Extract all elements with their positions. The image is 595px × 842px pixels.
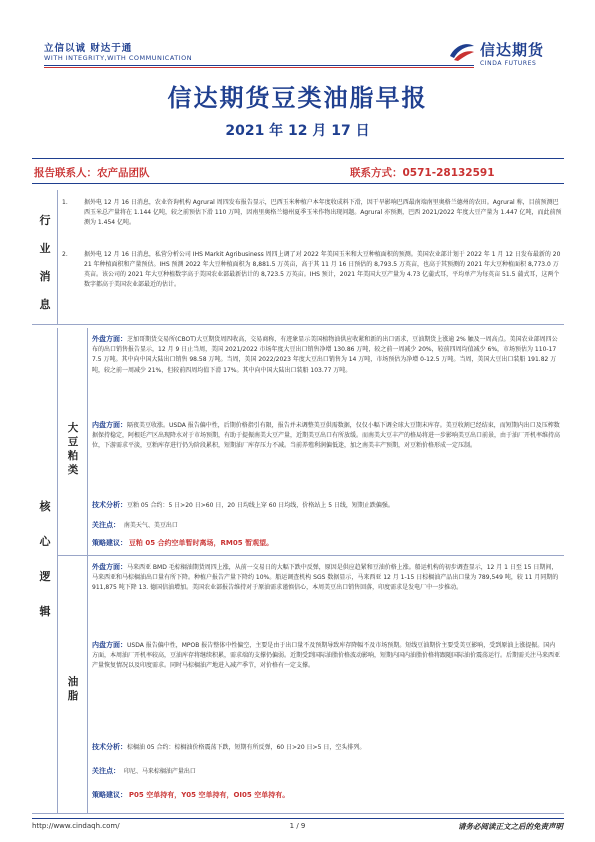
soy-focus-block xyxy=(92,520,560,531)
core-logic-label xyxy=(32,328,58,813)
palm-focus-block xyxy=(92,766,560,777)
soy-tech-text: 豆粕 05 合约：5 日>20 日>60 日，20 日均线上穿 60 日均线，价格站上 5 日线，短期止跌偏强。 xyxy=(127,502,394,509)
label-char: 辑 xyxy=(39,605,51,618)
palm-internal-text: USDA 报告偏中性，MPOB 报告整体中性偏空，主要是由于出口量不及预期导致库存降幅不及市场预期。短线豆油期价主要受美豆影响，受到原油上涨提振。国内方面，本周油厂开机率较高，豆油库存将继续积累，需求端的支撑仍偏弱。近期受到国际油脂价格波动影响，短期内国内油脂价格将跟随国际油价震荡运行。后期需关注马来西亚产量恢复情况以及印度需求。同时马棕榈油产地进入减产季节，对价格有一定支撑。 xyxy=(92,642,561,670)
report-title: 信达期货豆类油脂早报 xyxy=(167,83,428,112)
soy-internal-block xyxy=(92,420,560,452)
soy-strategy-block xyxy=(92,538,560,549)
label-char: 粕 xyxy=(67,450,79,462)
label-char: 油 xyxy=(67,676,79,688)
disclaimer-note: 请务必阅读正文之后的免责声明 xyxy=(458,822,563,831)
logo-text-cn: 信达期货 xyxy=(480,41,545,59)
footer-divider xyxy=(32,818,564,819)
industry-news-section xyxy=(32,190,564,325)
soy-internal-text: 隔夜美豆收涨。USDA 报告偏中性，后期价格指引有限，报告并未调整美豆供需数据，仅仅小幅下调全球大豆期末库存。美豆收割已经结束，而短期内出口及压榨数据保持稳定，阿根廷产区出现降水对于市场预期，有助于提振南美大豆产量，近期美豆出口有所放缓。而南美大豆丰产的格局将进一步影响美豆出口前景，由于油厂开机率维持高位，下游需求平淡，豆粕库存进行仍为阶段累积，短期油厂库存压力不减。当前养殖利润偏低迷，加之南美丰产预期，对豆粕价格形成一定压制。 xyxy=(92,422,561,450)
news-text: 据外电 12 月 16 日消息，农业咨询机构 Agrural 周四发布报告显示，巴西玉米种植户本年度收成料下滑，因干旱影响巴西最南端南里奥格兰德州的农田。Agrural 称，目前预测巴西玉米总产量将在 1.144 亿吨，较之前预估下滑 110 万吨，因南里奥格兰德州夏季玉米作物出现问题。Agrural 亦预测，巴西 2021/2022 年度大豆产量为 1.447 亿吨，而此前预测为 1.454 亿吨。 xyxy=(84,199,562,226)
palm-focus-text: 印尼、马来棕榈油产量出口 xyxy=(123,768,196,775)
label-char: 消 xyxy=(39,270,51,283)
label-char: 类 xyxy=(67,464,79,476)
soy-meal-label xyxy=(58,328,88,555)
label-char: 核 xyxy=(39,500,51,513)
header-divider xyxy=(44,65,474,66)
palm-tech-text: 棕榈油 05 合约：棕榈油价格震荡下跌，短期有所反弹，60 日>20 日>5 日，空头排列。 xyxy=(127,744,366,751)
palm-tech-block xyxy=(92,742,560,753)
palm-strategy-title: 策略建议： xyxy=(92,791,127,799)
industry-news-label xyxy=(32,190,58,324)
contact-row xyxy=(32,158,564,184)
soy-meal-subsection xyxy=(58,328,564,556)
label-char: 脂 xyxy=(67,690,79,702)
label-char: 息 xyxy=(39,298,51,311)
logo-text-en: CINDA FUTURES xyxy=(480,60,537,67)
slogan-cn: 立信以诚 财达于通 xyxy=(44,43,133,54)
label-char: 行 xyxy=(39,214,51,227)
report-date: 2021 年 12 月 17 日 xyxy=(225,123,370,139)
soy-strategy-text: 豆粕 05 合约空单暂时离场，RM05 暂观望。 xyxy=(128,539,274,547)
soy-external-block xyxy=(92,334,560,376)
palm-strategy-text: P05 空单持有，Y05 空单持有，OI05 空单持有。 xyxy=(128,791,290,799)
header-divider-red xyxy=(44,67,474,68)
label-char: 逻 xyxy=(39,570,51,583)
news-text: 据外电 12 月 16 日消息，私营分析公司 IHS Markit Agribusiness 周四上调了对 2022 年美国玉米和大豆种植面积的预测。美国农业部计划于 2022 年 1 月 12 日发布最新的 2021 年种植面积和产量预估。IHS 预测 2022 年大豆种植面积为 8,881.5 万英亩，高于其 11 月 16 日预估的 8,793.5 万英亩，也高于其预测的 2021 年大豆种植面积 8,773.0 万英亩。该公司的 2021 年大豆种植数字高于美国农业部最新估计的 8,723.5 万英亩。IHS 预计，2021 年美国大豆产量为 4.73 亿蒲式耳，平均单产为每英亩 51.5 蒲式耳，这两个数字都高于美国农业部最近的估计。 xyxy=(84,251,561,288)
palm-internal-title: 内盘方面： xyxy=(92,641,127,649)
footer-website-link[interactable]: http://www.cindaqh.com/ xyxy=(32,822,120,830)
label-char: 大 xyxy=(67,422,79,434)
label-char: 心 xyxy=(39,535,51,548)
oils-label xyxy=(58,556,88,814)
logo-mark-icon xyxy=(448,40,476,62)
palm-external-text: 马来西亚 BMD 毛棕榈油期货周四上涨，从前一交易日的大幅下跌中反弹，原因是供应趋紧和豆油价格上涨。船运机构的初步调查显示，12 月 1 日至 15 日期间，马来西亚和马棕榈油出口量有所下降。种植户报告产量下降约 10%。船运调查机构 SGS 数据显示，马来西亚 12 月 1-15 日棕榈油产品出口量为 789,549 吨，较 11 月同期的 911,875 吨下降 13. 德国信油增加。美国农业部报告维持对于原油需求谨慎信心，本周美豆出口销售回落，印度需求是发电厂中一步推动。 xyxy=(92,564,559,592)
contact-phone: 联系方式：0571-28132591 xyxy=(350,167,495,179)
news-number: 2. xyxy=(62,251,68,258)
oils-subsection xyxy=(58,556,564,814)
soy-external-text: 芝加哥期货交易所(CBOT)大豆期货周四收高，交易商称，有迹象显示美国植物油供应收紧和新的出口需求，豆油期货上涨逾 2% 触及一周高点。美国农业部周四公布的出口销售报告显示，12 月 9 日止当周，美国 2021/2022 市场年度大豆出口销售净增 130.86 万吨，较之前一周减少 20%，较前四周均值减少 6%，市场预估为 110-177.5 万吨。其中向中国大陆出口销售 98.58 万吨。当周，美国 2022/2023 年度大豆出口销售为 14 万吨，市场预估为净增 0-12.5 万吨。当周，美国大豆出口装船 191.82 万吨，较之前一周减少 21%，但较前四周均值下滑 17%。其中向中国大陆出口装船 103.77 万吨。 xyxy=(92,336,558,374)
soy-focus-title: 关注点： xyxy=(92,521,120,529)
core-logic-section xyxy=(32,328,564,814)
soy-tech-title: 技术分析： xyxy=(92,501,127,509)
palm-focus-title: 关注点： xyxy=(92,767,120,775)
label-char: 豆 xyxy=(67,436,79,448)
soy-tech-block xyxy=(92,500,560,511)
page-header xyxy=(0,0,595,70)
palm-tech-title: 技术分析： xyxy=(92,743,127,751)
contact-person: 报告联系人：农产品团队 xyxy=(34,167,150,179)
slogan-en: WITH INTEGRITY,WITH COMMUNICATION xyxy=(44,54,193,62)
label-char: 业 xyxy=(39,242,51,255)
page-number: 1 / 9 xyxy=(289,822,306,830)
soy-strategy-title: 策略建议： xyxy=(92,539,127,547)
news-number: 1. xyxy=(62,199,68,206)
palm-external-title: 外盘方面： xyxy=(92,563,127,571)
company-logo xyxy=(448,38,558,72)
palm-external-block xyxy=(92,562,560,594)
soy-internal-title: 内盘方面： xyxy=(92,421,127,429)
palm-internal-block xyxy=(92,640,560,672)
soy-focus-text: 南美天气、美豆出口 xyxy=(123,522,178,529)
palm-strategy-block xyxy=(92,790,560,801)
soy-external-title: 外盘方面： xyxy=(92,335,127,343)
